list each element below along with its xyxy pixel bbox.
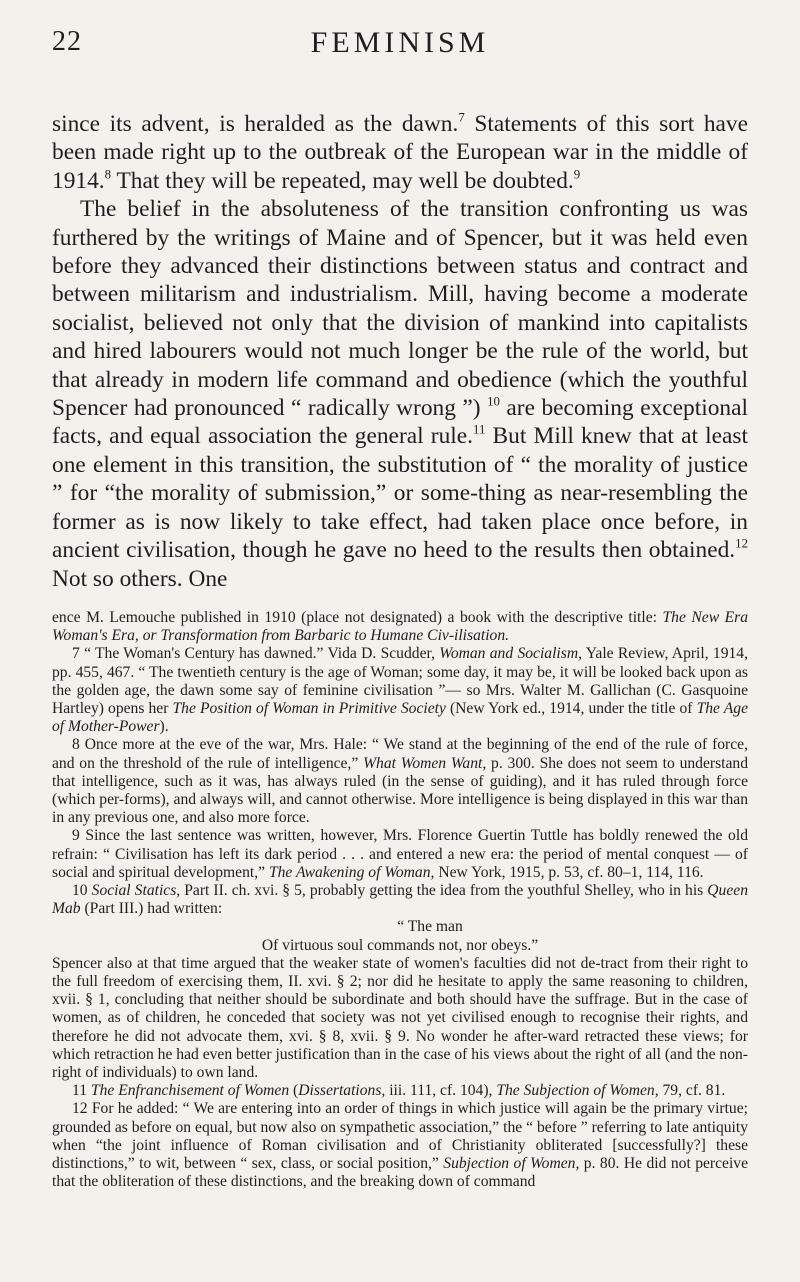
text-run: 11: [72, 1082, 91, 1100]
footnote-7: [52, 645, 748, 736]
paragraph-2: [52, 195, 748, 593]
paragraph-1: [52, 110, 748, 195]
text-run: iii. 111, cf. 104),: [385, 1082, 497, 1100]
book-title: The Subjection of Women,: [496, 1082, 659, 1100]
page-header: [52, 22, 748, 66]
footnote-ref-8: 8: [104, 167, 112, 182]
text-run: But Mill knew that at least one element in this transition, the substitution of “ the morality of justice ” for “the morality of submission,” or some-thing as near-resembling the former as is now likely to take effect, had taken place once before, in ancient civilisation, though he gave no heed to the results then obtained.: [52, 423, 748, 564]
book-title: Subjection of Women,: [443, 1155, 580, 1172]
footnote-ref-7: 7: [458, 110, 465, 125]
footnote-8: [52, 736, 748, 827]
text-run: 8 Once more at the eve of the war, Mrs. Hale: “ We stand at the beginning of the end of the rule of force, and on the threshold of the rule of intelligence,”: [52, 736, 748, 772]
book-title: What Women Want,: [363, 754, 487, 772]
book-title: The Awakening of Woman,: [268, 863, 435, 881]
text-run: Not so others. One: [52, 565, 228, 592]
footnote-ref-9: 9: [573, 167, 581, 182]
running-head: FEMINISM: [310, 26, 490, 59]
book-title: The Age of Mother-Power: [52, 699, 748, 736]
text-run: New York, 1915, p. 53, cf. 80–1, 114, 116.: [434, 863, 704, 881]
book-title: Queen Mab: [52, 881, 748, 918]
text-run: (New York ed., 1914, under the title of: [445, 699, 697, 717]
text-run: ence M. Lemouche published in 1910 (place not designated) a book with the descriptive title:: [52, 608, 663, 626]
text-run: ).: [159, 718, 169, 736]
main-text: [52, 110, 748, 593]
text-run: are becoming exceptional facts, and equal association the general rule.: [52, 395, 748, 450]
book-title: Dissertations,: [298, 1082, 386, 1100]
footnote-10-continued: Spencer also at that time argued that the weaker state of women's faculties did not de-tract from their right to the full freedom of exercising them, II. xvi. § 2; nor did he hesitate to apply the same reasoning to children, xvii. § 1, concluding that neither should be subordinate and both should have the suffrage. But in the case of women, as of children, he conceded that society was not yet civilised enough to recognise their rights, and therefore he did not advocate them, xvi. § 8, xvii. § 9. No wonder he after-ward retracted these views; for which retraction he had even better justification than in the case of his views about the right of all (and the non-right of individuals) to own land.: [52, 954, 748, 1081]
footnote-ref-10: 10: [487, 394, 500, 409]
footnote-continuation: [52, 609, 748, 645]
footnote-ref-12: 12: [735, 536, 748, 551]
page-number: 22: [52, 26, 82, 57]
book-title: The New Era Woman's Era, or Transformation from Barbaric to Humane Civ-ilisation.: [52, 608, 748, 645]
text-run: That they will be repeated, may well be doubted.: [111, 167, 574, 194]
book-title: Woman and Socialism,: [439, 645, 582, 663]
footnote-ref-11: 11: [473, 422, 486, 437]
text-run: p. 300. She does not seem to understand that intelligence, such as it was, has always ruled (in the sense of guiding), and it has ruled through force (which per-forms), and always will, and cannot otherwise. More intelligence is being displayed in this war than in any previous one, and also more force.: [52, 754, 748, 827]
text-run: 10: [72, 881, 92, 899]
text-run: Part II. ch. xvi. § 5, probably getting the idea from the youthful Shelley, who in his: [180, 881, 708, 899]
text-run: 7 “ The Woman's Century has dawned.” Vida D. Scudder,: [72, 645, 440, 663]
text-run: (Part III.) had written:: [80, 900, 223, 918]
book-title: Social Statics,: [91, 881, 181, 899]
footnote-11: [52, 1082, 748, 1100]
text-run: p. 80. He did not perceive that the obliteration of these distinctions, and the breaking down of command: [52, 1155, 749, 1191]
book-title: The Position of Woman in Primitive Society: [172, 699, 446, 717]
footnote-9: [52, 827, 748, 882]
text-run: 9 Since the last sentence was written, however, Mrs. Florence Guertin Tuttle has boldly renewed the old refrain: “ Civilisation has left its dark period . . . and entered a new era: the period of mental conquest — of social and spiritual development,”: [52, 827, 748, 881]
quote-line-2: Of virtuous soul commands not, nor obeys.”: [261, 936, 539, 954]
quote-line-1: “ The man: [397, 918, 463, 936]
text-run: Statements of this sort have been made right up to the outbreak of the European war in the middle of 1914.: [52, 111, 749, 194]
text-run: since its advent, is heralded as the dawn.: [52, 111, 459, 137]
footnote-10: [52, 882, 748, 918]
footnotes: [52, 609, 748, 1192]
book-title: The Enfranchisement of Women: [90, 1082, 290, 1100]
footnote-12: [52, 1100, 748, 1191]
text-run: The belief in the absoluteness of the transition confronting us was furthered by the writings of Maine and of Spencer, but it was held even before they advanced their distinctions between status and contract and between militarism and industrialism. Mill, having become a moderate socialist, believed not only that the division of mankind into capitalists and hired labourers would not much longer be the rule of the world, but that already in modern life command and obedience (which the youthful Spencer had pronounced “ radically wrong ”): [52, 196, 748, 422]
text-run: Yale Review, April, 1914, pp. 455, 467. “ The twentieth century is the age of Woman; some day, it may be, it will be looked back upon as the golden age, the dawn some say of feminine civilisation ”— so Mrs. Walter M. Gallichan (C. Gasquoine Hartley) opens her: [52, 645, 748, 717]
text-run: (: [289, 1082, 299, 1100]
text-run: 12 For he added: “ We are entering into an order of things in which justice will again be the primary virtue; grounded as before on equal, but now also on sympathetic association,” the “ before ” referring to late antiquity when “the joint influence of Roman civilisation and of Christianity obliterated [successfully?] these distinctions,” to wit, between “ sex, class, or social position,”: [52, 1100, 748, 1172]
text-run: 79, cf. 81.: [658, 1082, 726, 1100]
